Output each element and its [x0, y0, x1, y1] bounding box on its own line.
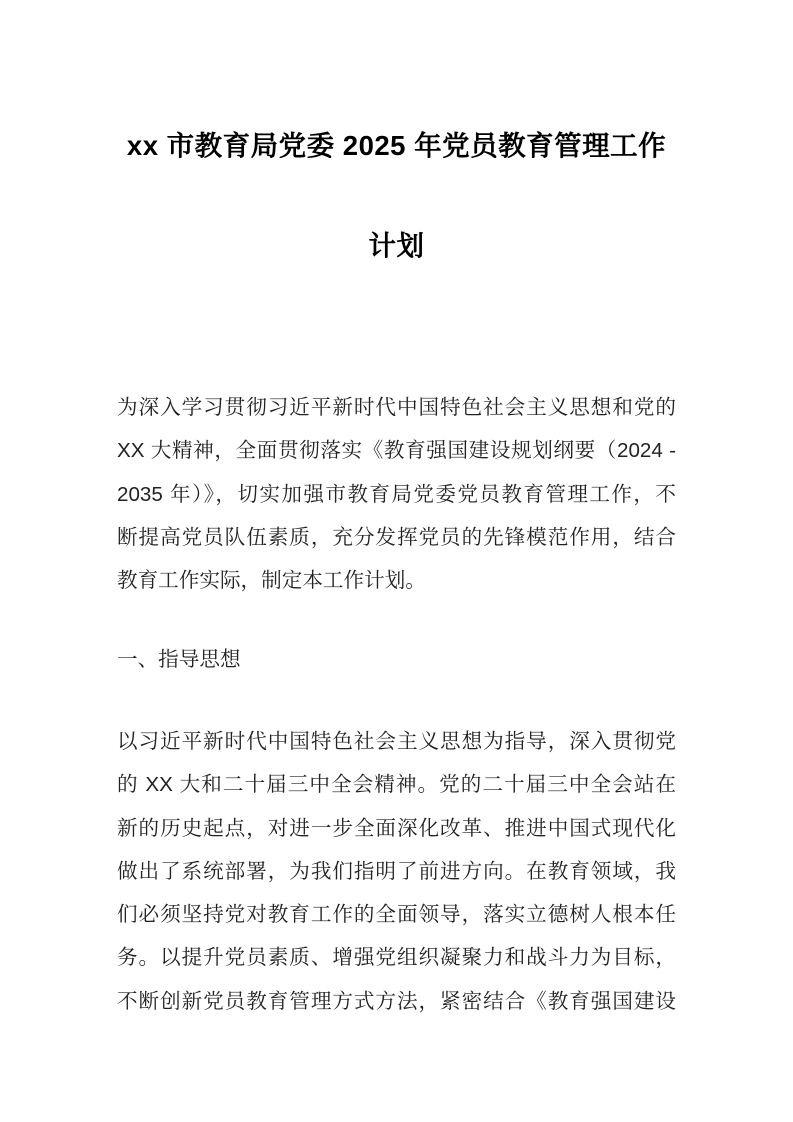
- section-1-paragraph-line: 们必须坚持党对教育工作的全面领导，落实立德树人根本任: [117, 903, 676, 927]
- intro-paragraph-line: 为深入学习贯彻习近平新时代中国特色社会主义思想和党的: [117, 396, 676, 419]
- document-title-line-2: 计划: [368, 230, 425, 261]
- section-1-heading: 一、指导思想: [117, 648, 241, 671]
- section-1-paragraph-line: 不断创新党员教育管理方式方法，紧密结合《教育强国建设: [117, 989, 676, 1013]
- section-1-paragraph-line: 的 XX 大和二十届三中全会精神。党的二十届三中全会站在: [117, 773, 676, 797]
- intro-paragraph-line: XX 大精神，全面贯彻落实《教育强国建设规划纲要（2024 -: [117, 439, 676, 463]
- section-1-paragraph-line: 以习近平新时代中国特色社会主义思想为指导，深入贯彻党: [117, 730, 676, 753]
- section-1-paragraph: [117, 720, 676, 1023]
- section-1-paragraph-line: 做出了系统部署，为我们指明了前进方向。在教育领域，我: [117, 859, 676, 883]
- document-title-line-1: xx 市教育局党委 2025 年党员教育管理工作: [126, 130, 667, 161]
- intro-paragraph-line: 断提高党员队伍素质，充分发挥党员的先锋模范作用，结合: [117, 525, 676, 549]
- section-1-paragraph-line: 新的历史起点，对进一步全面深化改革、推进中国式现代化: [117, 816, 676, 840]
- intro-paragraph-line: 2035 年）》，切实加强市教育局党委党员教育管理工作，不: [117, 482, 676, 506]
- intro-paragraph: [117, 386, 676, 602]
- document-title: [117, 96, 676, 296]
- section-1-paragraph-line: 务。以提升党员素质、增强党组织凝聚力和战斗力为目标，: [117, 946, 676, 970]
- intro-paragraph-line: 教育工作实际，制定本工作计划。: [117, 569, 426, 593]
